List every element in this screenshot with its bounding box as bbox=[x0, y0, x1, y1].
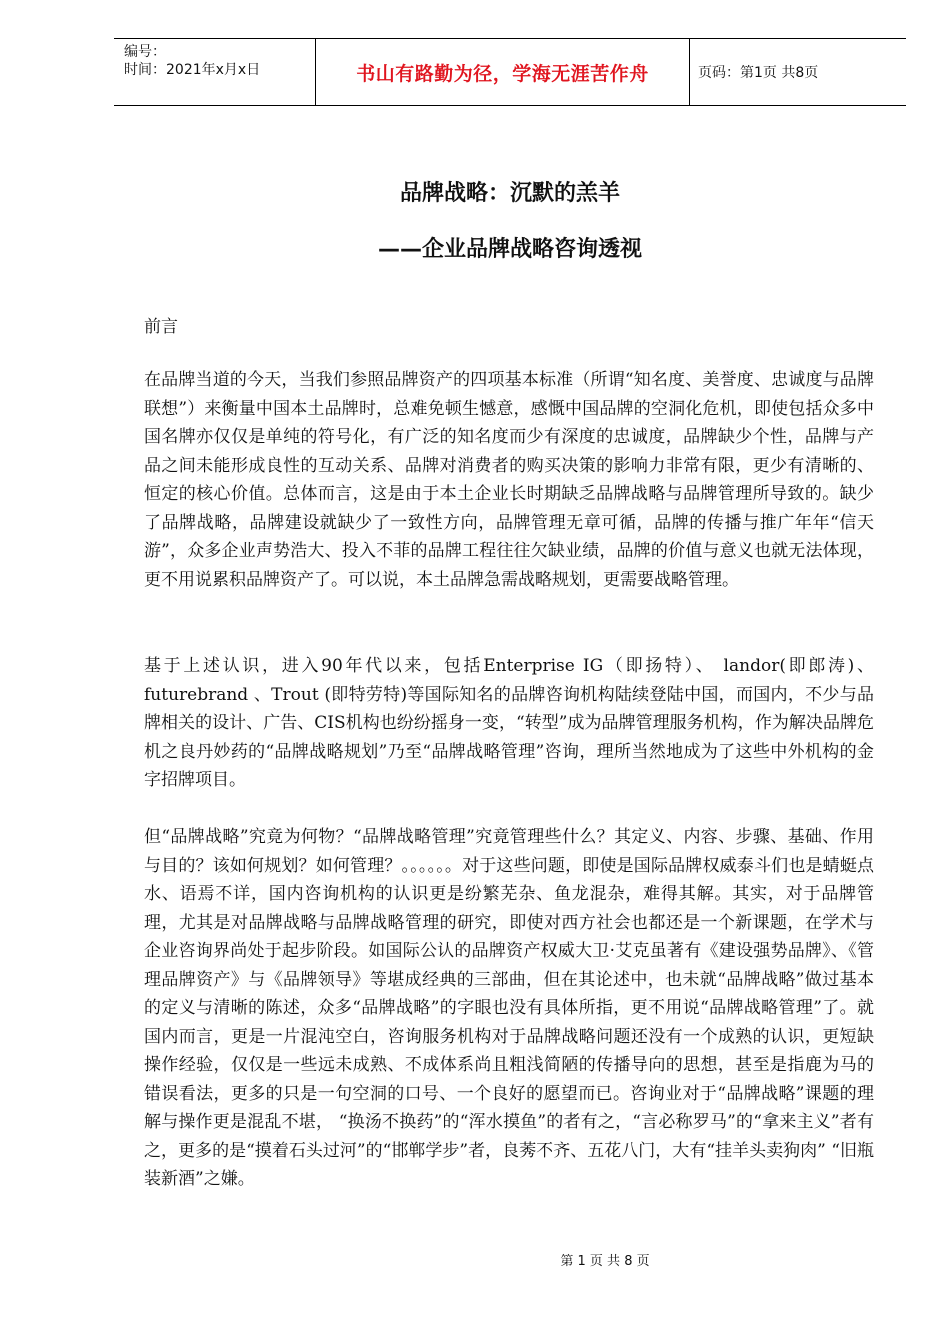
page-footer: 第 1 页 共 8 页 bbox=[560, 1254, 650, 1269]
motto-text: 书山有路勤为径，学海无涯苦作舟 bbox=[356, 62, 649, 85]
header-table bbox=[114, 38, 906, 106]
serial-number-label: 编号： bbox=[124, 44, 166, 60]
page-info-cell bbox=[690, 39, 906, 105]
header-meta-cell bbox=[114, 39, 316, 105]
document-title: 品牌战略：沉默的羔羊 bbox=[399, 181, 620, 206]
body-paragraph-3: 但“品牌战略”究竟为何物？“品牌战略管理”究竟管理些什么？其定义、内容、步骤、基础、作用与目的？该如何规划？如何管理？。。。。。。对于这些问题，即使是国际品牌权威泰斗们也是蜻蜓点水、语焉不详，国内咨询机构的认识更是纷繁芜杂、鱼龙混杂，难得其解。其实，对于品牌管理，尤其是对品牌战略与品牌战略管理的研究，即使对西方社会也都还是一个新课题，在学术与企业咨询界尚处于起步阶段。如国际公认的品牌资产权威大卫·艾克虽著有《建设强势品牌》、《管理品牌资产》与《品牌领导》等堪成经典的三部曲，但在其论述中，也未就“品牌战略”做过基本的定义与清晰的陈述，众多“品牌战略”的字眼也没有具体所指，更不用说“品牌战略管理”了。就国内而言，更是一片混沌空白，咨询服务机构对于品牌战略问题还没有一个成熟的认识，更短缺操作经验，仅仅是一些远未成熟、不成体系尚且粗浅简陋的传播导向的思想，甚至是指鹿为马的错误看法，更多的只是一句空洞的口号、一个良好的愿望而已。咨询业对于“品牌战略”课题的理解与操作更是混乱不堪， “换汤不换药”的“浑水摸鱼”的者有之，“言必称罗马”的“拿来主义”者有之，更多的是“摸着石头过河”的“邯郸学步”者，良莠不齐、五花八门，大有“挂羊头卖狗肉” “旧瓶装新酒”之嫌。 bbox=[144, 827, 874, 1189]
body-paragraph-2: 基于上述认识，进入90年代以来，包括Enterprise IG（即扬特）、 landor(即郎涛)、futurebrand 、Trout (即特劳特)等国际知名的品牌咨询机构陆续登陆中国，而国内，不少与品牌相关的设计、广告、CIS机构也纷纷摇身一变，“转型”成为品牌管理服务机构，作为解决品牌危机之良丹妙药的“品牌战略规划”乃至“品牌战略管理”咨询，理所当然地成为了这些中外机构的金字招牌项目。 bbox=[144, 656, 874, 790]
body-paragraph-1: 在品牌当道的今天，当我们参照品牌资产的四项基本标准（所谓“知名度、美誉度、忠诚度与品牌联想”）来衡量中国本土品牌时，总难免顿生憾意，感慨中国品牌的空洞化危机，即使包括众多中国名牌亦仅仅是单纯的符号化，有广泛的知名度而少有深度的忠诚度，品牌缺少个性，品牌与产品之间未能形成良性的互动关系、品牌对消费者的购买决策的影响力非常有限，更少有清晰的、恒定的核心价值。总体而言，这是由于本土企业长时期缺乏品牌战略与品牌管理所导致的。缺少了品牌战略，品牌建设就缺少了一致性方向，品牌管理无章可循，品牌的传播与推广年年“信天游”，众多企业声势浩大、投入不菲的品牌工程往往欠缺业绩，品牌的价值与意义也就无法体现，更不用说累积品牌资产了。可以说，本土品牌急需战略规划，更需要战略管理。 bbox=[144, 370, 874, 590]
motto-cell bbox=[316, 39, 690, 105]
page-info-text: 页码：第1页 共8页 bbox=[698, 65, 819, 81]
date-label: 时间：2021年x月x日 bbox=[124, 62, 261, 78]
preface-heading: 前言 bbox=[144, 317, 178, 337]
document-subtitle: ——企业品牌战略咨询透视 bbox=[377, 237, 642, 262]
